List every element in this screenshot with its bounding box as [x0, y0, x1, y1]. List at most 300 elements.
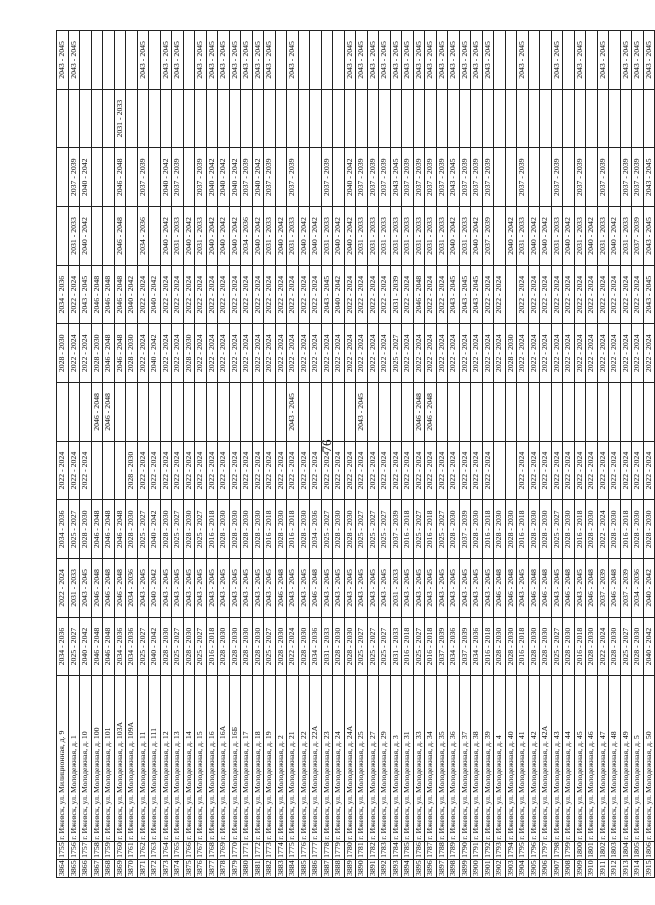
- object-id-cell: 1775: [287, 842, 297, 858]
- period-cell: 2046 - 2048: [103, 617, 115, 676]
- period-cell: 2037 - 2039: [632, 207, 644, 266]
- row-number-cell: 3887: [321, 860, 331, 876]
- period-cell: [57, 383, 69, 442]
- period-cell: 2031 - 2033: [413, 207, 425, 266]
- address-cell: г. Ижевск, ул. Молодежная, д. 16А: [218, 676, 230, 841]
- period-cell: [137, 383, 149, 442]
- period-cell: 2043 - 2045: [287, 559, 299, 618]
- period-cell: 2043 - 2045: [252, 31, 264, 90]
- period-cell: 2037 - 2039: [287, 148, 299, 207]
- period-cell: 2043 - 2045: [229, 559, 241, 618]
- table-row: [356, 31, 368, 878]
- row-number-cell: 3867: [91, 860, 101, 876]
- object-id-cell: 1761: [126, 842, 136, 858]
- address-cell: г. Ижевск, ул. Молодежная, д. 109А: [126, 676, 138, 841]
- period-cell: 2046 - 2048: [413, 265, 425, 324]
- period-cell: 2040 - 2042: [229, 207, 241, 266]
- period-cell: 2046 - 2048: [494, 559, 506, 618]
- period-cell: [482, 383, 494, 442]
- period-cell: 2028 - 2030: [252, 500, 264, 559]
- period-cell: 2031 - 2033: [390, 617, 402, 676]
- row-number-cell: 3879: [229, 860, 239, 876]
- period-cell: [126, 31, 138, 90]
- period-cell: 2022 - 2024: [632, 265, 644, 324]
- period-cell: 2028 - 2030: [540, 500, 552, 559]
- period-cell: [540, 31, 552, 90]
- period-cell: [379, 383, 391, 442]
- period-cell: 2022 - 2024: [551, 441, 563, 500]
- period-cell: [609, 383, 621, 442]
- period-cell: 2037 - 2039: [459, 617, 471, 676]
- period-cell: 2025 - 2027: [367, 617, 379, 676]
- period-cell: 2022 - 2024: [57, 441, 69, 500]
- object-id-cell: 1788: [436, 842, 446, 858]
- period-cell: [218, 89, 230, 148]
- address-cell: г. Ижевск, ул. Молодежная, д. 11: [137, 676, 149, 841]
- period-cell: [586, 89, 598, 148]
- period-cell: 2037 - 2039: [68, 148, 80, 207]
- period-cell: 2046 - 2048: [114, 500, 126, 559]
- period-cell: 2031 - 2033: [620, 207, 632, 266]
- period-cell: 2016 - 2018: [620, 500, 632, 559]
- period-cell: 2043 - 2045: [206, 31, 218, 90]
- object-id-cell: 1797: [540, 842, 550, 858]
- table-row: [402, 31, 414, 878]
- period-cell: 2022 - 2024: [229, 265, 241, 324]
- period-cell: 2040 - 2042: [218, 207, 230, 266]
- period-cell: 2022 - 2024: [574, 324, 586, 383]
- address-cell: г. Ижевск, ул. Молодежная, д. 47: [597, 676, 609, 841]
- period-cell: 2031 - 2033: [574, 207, 586, 266]
- period-cell: 2028 - 2030: [563, 500, 575, 559]
- period-cell: 2022 - 2024: [344, 441, 356, 500]
- period-cell: 2022 - 2024: [298, 265, 310, 324]
- period-cell: 2028 - 2030: [586, 617, 598, 676]
- period-cell: 2031 - 2033: [264, 207, 276, 266]
- period-cell: [103, 89, 115, 148]
- row-number-cell: 3880: [241, 860, 251, 876]
- period-cell: 2022 - 2024: [333, 441, 345, 500]
- period-cell: 2022 - 2024: [252, 265, 264, 324]
- period-cell: 2028 - 2030: [333, 617, 345, 676]
- period-cell: 2040 - 2042: [333, 207, 345, 266]
- period-cell: [528, 148, 540, 207]
- period-cell: 2022 - 2024: [218, 324, 230, 383]
- period-cell: 2031 - 2033: [425, 207, 437, 266]
- table-row: [68, 31, 80, 878]
- period-cell: 2022 - 2024: [379, 441, 391, 500]
- period-cell: [517, 89, 529, 148]
- period-cell: 2037 - 2039: [379, 148, 391, 207]
- address-cell: г. Ижевск, ул. Милиционная, д. 9: [57, 676, 69, 841]
- period-cell: 2040 - 2042: [80, 207, 92, 266]
- period-cell: 2022 - 2024: [597, 500, 609, 559]
- period-cell: [632, 89, 644, 148]
- period-cell: [632, 383, 644, 442]
- table-row: [586, 31, 598, 878]
- period-cell: 2022 - 2024: [402, 441, 414, 500]
- period-cell: 2028 - 2030: [632, 500, 644, 559]
- period-cell: [586, 148, 598, 207]
- object-id-cell: 1795: [517, 842, 527, 858]
- period-cell: [344, 383, 356, 442]
- period-cell: 2043 - 2045: [367, 559, 379, 618]
- period-cell: 2043 - 2045: [344, 559, 356, 618]
- period-cell: [321, 31, 333, 90]
- object-id-cell: 1799: [563, 842, 573, 858]
- period-cell: 2016 - 2018: [402, 617, 414, 676]
- period-cell: 2043 - 2045: [218, 559, 230, 618]
- address-cell: г. Ижевск, ул. Молодежная, д. 19: [264, 676, 276, 841]
- table-row: [643, 31, 655, 878]
- period-cell: 2016 - 2018: [574, 617, 586, 676]
- table-row: [436, 31, 448, 878]
- row-number-cell: 3900: [471, 860, 481, 876]
- period-cell: 2022 - 2024: [551, 324, 563, 383]
- period-cell: 2043 - 2045: [160, 559, 172, 618]
- period-cell: 2028 - 2030: [183, 324, 195, 383]
- period-cell: 2022 - 2024: [448, 324, 460, 383]
- period-cell: 2043 - 2045: [137, 559, 149, 618]
- period-cell: 2037 - 2039: [195, 148, 207, 207]
- period-cell: 2022 - 2024: [482, 324, 494, 383]
- period-cell: 2040 - 2042: [471, 207, 483, 266]
- period-cell: 2022 - 2024: [632, 441, 644, 500]
- object-id-cell: 1784: [390, 842, 400, 858]
- period-cell: 2040 - 2042: [183, 207, 195, 266]
- period-cell: [310, 89, 322, 148]
- period-cell: [68, 383, 80, 442]
- period-cell: [241, 383, 253, 442]
- address-cell: г. Ижевск, ул. Молодежная, д. 41: [517, 676, 529, 841]
- period-cell: [149, 383, 161, 442]
- row-number-cell: 3899: [459, 860, 469, 876]
- period-cell: 2022 - 2024: [620, 265, 632, 324]
- period-cell: 2022 - 2024: [597, 265, 609, 324]
- period-cell: 2022 - 2024: [540, 265, 552, 324]
- address-cell: г. Ижевск, ул. Молодежная, д. 22: [298, 676, 310, 841]
- period-cell: 2022 - 2024: [160, 441, 172, 500]
- period-cell: 2022 - 2024: [298, 324, 310, 383]
- period-cell: 2043 - 2045: [356, 383, 368, 442]
- address-cell: г. Ижевск, ул. Молодежная, д. 22А: [310, 676, 322, 841]
- period-cell: 2016 - 2018: [402, 500, 414, 559]
- period-cell: [80, 383, 92, 442]
- period-cell: 2037 - 2039: [620, 148, 632, 207]
- period-cell: [494, 207, 506, 266]
- period-cell: 2028 - 2030: [275, 617, 287, 676]
- period-cell: [321, 89, 333, 148]
- period-cell: [264, 89, 276, 148]
- period-cell: 2022 - 2024: [632, 324, 644, 383]
- object-id-cell: 1762: [137, 842, 147, 858]
- address-cell: г. Ижевск, ул. Молодежная, д. 21: [287, 676, 299, 841]
- period-cell: 2028 - 2030: [448, 500, 460, 559]
- period-cell: 2043 - 2045: [57, 31, 69, 90]
- row-number-cell: 3894: [402, 860, 412, 876]
- period-cell: 2040 - 2042: [149, 324, 161, 383]
- period-cell: [206, 89, 218, 148]
- period-cell: 2022 - 2024: [218, 265, 230, 324]
- period-cell: 2046 - 2048: [91, 559, 103, 618]
- period-cell: 2043 - 2045: [356, 559, 368, 618]
- period-cell: 2025 - 2027: [321, 500, 333, 559]
- period-cell: 2028 - 2030: [241, 617, 253, 676]
- address-cell: г. Ижевск, ул. Молодежная, д. 50: [643, 676, 655, 841]
- period-cell: 2031 - 2033: [390, 207, 402, 266]
- period-cell: 2022 - 2024: [459, 441, 471, 500]
- address-cell: г. Ижевск, ул. Молодежная, д. 111: [149, 676, 161, 841]
- table-row: [367, 31, 379, 878]
- period-cell: 2040 - 2042: [344, 207, 356, 266]
- period-cell: [609, 148, 621, 207]
- address-cell: г. Ижевск, ул. Молодежная, д. 3: [390, 676, 402, 841]
- period-cell: 2016 - 2018: [517, 500, 529, 559]
- period-cell: 2022 - 2024: [597, 441, 609, 500]
- object-id-cell: 1763: [149, 842, 159, 858]
- object-id-cell: 1758: [91, 842, 101, 858]
- period-cell: 2028 - 2030: [80, 500, 92, 559]
- object-id-cell: 1804: [620, 842, 630, 858]
- period-cell: 2022 - 2024: [218, 441, 230, 500]
- period-cell: 2040 - 2042: [448, 207, 460, 266]
- period-cell: 2040 - 2042: [643, 559, 655, 618]
- period-cell: [436, 383, 448, 442]
- period-cell: [310, 148, 322, 207]
- period-cell: 2022 - 2024: [471, 324, 483, 383]
- object-id-cell: 1786: [413, 842, 423, 858]
- period-cell: 2037 - 2039: [632, 148, 644, 207]
- period-cell: 2034 - 2036: [57, 617, 69, 676]
- period-cell: 2022 - 2024: [344, 324, 356, 383]
- period-cell: 2016 - 2018: [206, 617, 218, 676]
- period-cell: 2046 - 2048: [91, 500, 103, 559]
- object-id-cell: 1764: [160, 842, 170, 858]
- period-cell: 2022 - 2024: [229, 441, 241, 500]
- period-cell: 2022 - 2024: [321, 324, 333, 383]
- period-cell: [275, 148, 287, 207]
- object-id-cell: 1780: [344, 842, 354, 858]
- row-number-cell: 3892: [379, 860, 389, 876]
- period-cell: 2022 - 2024: [413, 324, 425, 383]
- period-cell: 2043 - 2045: [321, 559, 333, 618]
- period-cell: [482, 89, 494, 148]
- period-cell: [252, 89, 264, 148]
- period-cell: 2043 - 2045: [471, 559, 483, 618]
- period-cell: 2022 - 2024: [241, 265, 253, 324]
- row-number-cell: 3884: [287, 860, 297, 876]
- period-cell: 2022 - 2024: [80, 441, 92, 500]
- table-row: [413, 31, 425, 878]
- period-cell: 2022 - 2024: [471, 441, 483, 500]
- period-cell: 2028 - 2030: [540, 617, 552, 676]
- period-cell: 2040 - 2042: [643, 617, 655, 676]
- period-cell: [494, 89, 506, 148]
- period-cell: 2043 - 2045: [80, 265, 92, 324]
- table-row: [183, 31, 195, 878]
- period-cell: 2040 - 2042: [540, 207, 552, 266]
- table-row: [218, 31, 230, 878]
- period-cell: [149, 31, 161, 90]
- row-number-cell: 3909: [574, 860, 584, 876]
- period-cell: [540, 89, 552, 148]
- period-cell: 2022 - 2024: [494, 265, 506, 324]
- period-cell: 2046 - 2048: [103, 265, 115, 324]
- period-cell: 2031 - 2033: [287, 207, 299, 266]
- period-cell: [287, 89, 299, 148]
- period-cell: [402, 383, 414, 442]
- period-cell: [344, 89, 356, 148]
- period-cell: 2028 - 2030: [252, 617, 264, 676]
- period-cell: [551, 383, 563, 442]
- period-cell: [183, 31, 195, 90]
- period-cell: 2037 - 2039: [172, 148, 184, 207]
- period-cell: 2028 - 2030: [609, 500, 621, 559]
- period-cell: 2043 - 2045: [137, 31, 149, 90]
- period-cell: 2025 - 2027: [356, 617, 368, 676]
- period-cell: 2037 - 2039: [574, 148, 586, 207]
- period-cell: 2043 - 2045: [551, 31, 563, 90]
- period-cell: [114, 31, 126, 90]
- period-cell: 2022 - 2024: [275, 265, 287, 324]
- period-cell: [413, 89, 425, 148]
- period-cell: 2043 - 2045: [264, 31, 276, 90]
- period-cell: 2043 - 2045: [425, 559, 437, 618]
- period-cell: 2025 - 2027: [68, 617, 80, 676]
- period-cell: [126, 383, 138, 442]
- period-cell: 2043 - 2045: [402, 559, 414, 618]
- period-cell: 2043 - 2045: [344, 31, 356, 90]
- period-cell: 2016 - 2018: [287, 500, 299, 559]
- period-cell: [275, 89, 287, 148]
- object-id-cell: 1790: [459, 842, 469, 858]
- period-cell: 2040 - 2042: [149, 500, 161, 559]
- period-cell: 2043 - 2045: [172, 31, 184, 90]
- row-number-cell: 3886: [310, 860, 320, 876]
- period-cell: 2031 - 2033: [172, 207, 184, 266]
- period-cell: 2031 - 2033: [68, 559, 80, 618]
- object-id-cell: 1783: [379, 842, 389, 858]
- address-cell: г. Ижевск, ул. Молодежная, д. 38: [471, 676, 483, 841]
- period-cell: [57, 89, 69, 148]
- period-cell: 2046 - 2048: [540, 559, 552, 618]
- period-cell: [333, 31, 345, 90]
- period-cell: 2040 - 2042: [252, 148, 264, 207]
- period-cell: 2043 - 2045: [68, 31, 80, 90]
- period-cell: [609, 31, 621, 90]
- address-cell: г. Ижевск, ул. Молодежная, д. 13: [172, 676, 184, 841]
- period-cell: [183, 148, 195, 207]
- period-cell: 2022 - 2024: [333, 324, 345, 383]
- table-row: [126, 31, 138, 878]
- period-cell: 2040 - 2042: [229, 148, 241, 207]
- table-row: [264, 31, 276, 878]
- period-cell: [103, 148, 115, 207]
- row-number-cell: 3905: [528, 860, 538, 876]
- table-row: [252, 31, 264, 878]
- period-cell: [172, 89, 184, 148]
- period-cell: [57, 148, 69, 207]
- period-cell: 2040 - 2042: [80, 148, 92, 207]
- row-number-cell: 3891: [367, 860, 377, 876]
- period-cell: 2046 - 2048: [586, 559, 598, 618]
- period-cell: 2028 - 2030: [229, 617, 241, 676]
- address-cell: г. Ижевск, ул. Молодежная, д. 46: [586, 676, 598, 841]
- period-cell: 2022 - 2024: [310, 265, 322, 324]
- period-cell: 2037 - 2039: [390, 500, 402, 559]
- period-cell: 2031 - 2033: [321, 617, 333, 676]
- period-cell: 2022 - 2024: [183, 265, 195, 324]
- address-cell: г. Ижевск, ул. Молодежная, д. 16: [206, 676, 218, 841]
- period-cell: 2022 - 2024: [344, 265, 356, 324]
- period-cell: [643, 383, 655, 442]
- row-number-cell: 3878: [218, 860, 228, 876]
- period-cell: [103, 441, 115, 500]
- period-cell: 2043 - 2045: [448, 31, 460, 90]
- period-cell: 2043 - 2045: [218, 31, 230, 90]
- period-cell: 2025 - 2027: [413, 617, 425, 676]
- period-cell: 2028 - 2030: [586, 500, 598, 559]
- table-row: [103, 31, 115, 878]
- period-cell: 2043 - 2045: [436, 31, 448, 90]
- period-cell: 2037 - 2039: [413, 148, 425, 207]
- period-cell: [505, 383, 517, 442]
- period-cell: 2028 - 2030: [298, 617, 310, 676]
- period-cell: 2037 - 2039: [137, 148, 149, 207]
- period-cell: 2034 - 2036: [310, 617, 322, 676]
- period-cell: 2022 - 2024: [287, 324, 299, 383]
- address-cell: г. Ижевск, ул. Молодежная, д. 35: [436, 676, 448, 841]
- period-cell: [563, 31, 575, 90]
- period-cell: [528, 31, 540, 90]
- period-cell: 2046 - 2048: [103, 500, 115, 559]
- period-cell: [80, 31, 92, 90]
- period-cell: 2022 - 2024: [229, 324, 241, 383]
- table-row: [298, 31, 310, 878]
- address-cell: г. Ижевск, ул. Молодежная, д. 5: [632, 676, 644, 841]
- period-cell: 2022 - 2024: [494, 324, 506, 383]
- period-cell: 2040 - 2042: [528, 207, 540, 266]
- period-cell: 2043 - 2045: [367, 31, 379, 90]
- period-cell: 2016 - 2018: [482, 617, 494, 676]
- address-cell: г. Ижевск, ул. Молодежная, д. 15: [195, 676, 207, 841]
- table-row: [321, 31, 333, 878]
- row-number-cell: 3882: [264, 860, 274, 876]
- period-cell: 2043 - 2045: [160, 31, 172, 90]
- period-cell: 2022 - 2024: [390, 441, 402, 500]
- period-cell: 2022 - 2024: [528, 265, 540, 324]
- period-cell: 2046 - 2048: [103, 559, 115, 618]
- row-number-cell: 3898: [448, 860, 458, 876]
- period-cell: 2046 - 2048: [563, 559, 575, 618]
- period-cell: 2040 - 2042: [505, 207, 517, 266]
- table-row: [517, 31, 529, 878]
- row-number-cell: 3911: [597, 860, 607, 876]
- period-cell: 2034 - 2036: [57, 500, 69, 559]
- table-row: [620, 31, 632, 878]
- period-cell: 2043 - 2045: [517, 559, 529, 618]
- address-cell: г. Ижевск, ул. Молодежная, д. 103А: [114, 676, 126, 841]
- period-cell: 2022 - 2024: [80, 324, 92, 383]
- address-cell: г. Ижевск, ул. Молодежная, д. 43: [551, 676, 563, 841]
- period-cell: 2031 - 2033: [517, 207, 529, 266]
- period-cell: [333, 89, 345, 148]
- period-cell: [160, 383, 172, 442]
- address-cell: г. Ижевск, ул. Молодежная, д. 12: [160, 676, 172, 841]
- period-cell: 2046 - 2048: [114, 207, 126, 266]
- period-cell: 2028 - 2030: [160, 617, 172, 676]
- period-cell: 2025 - 2027: [379, 500, 391, 559]
